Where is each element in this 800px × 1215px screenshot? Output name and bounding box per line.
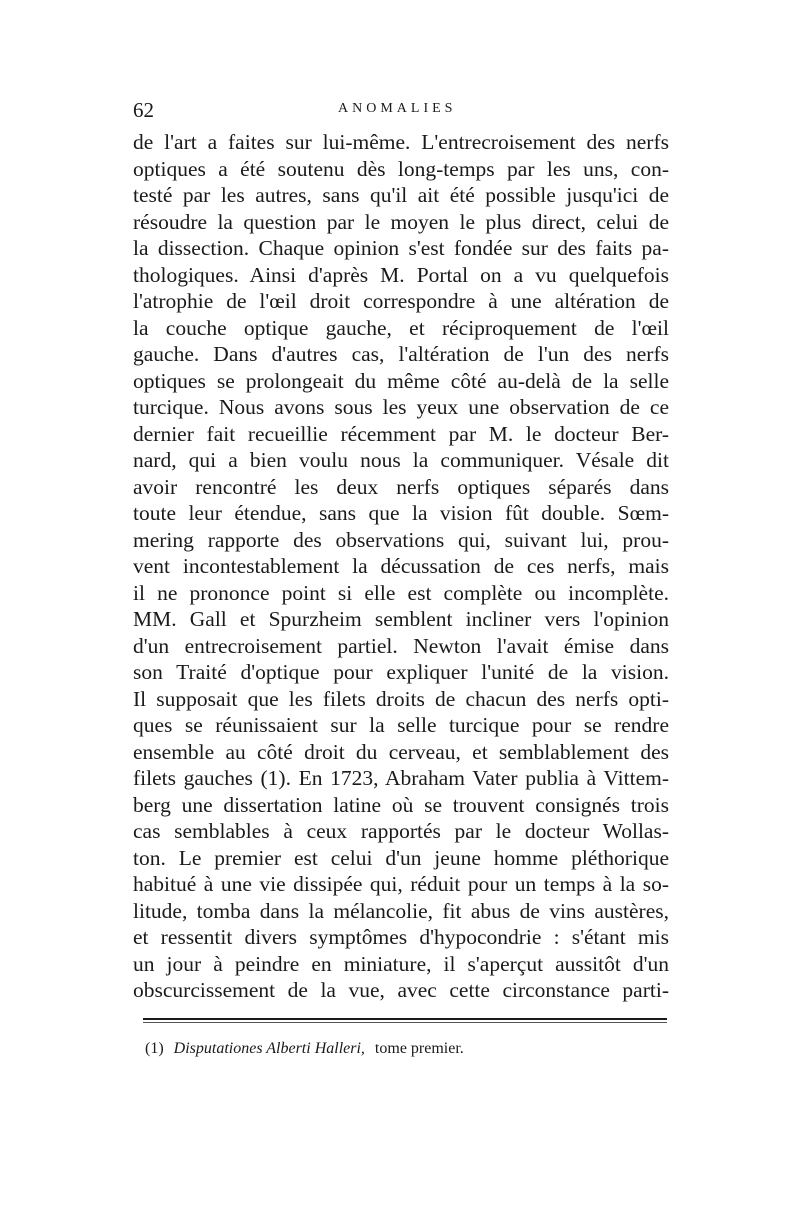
footnote-text: tome premier.	[374, 1040, 464, 1057]
text-line: ques se réunissaient sur la selle turcique pour se rendre	[133, 713, 669, 737]
footnote-marker: (1)	[145, 1040, 164, 1057]
text-line: la couche optique gauche, et réciproquement de l'œil	[133, 315, 669, 340]
text-line: ton. Le premier est celui d'un jeune homme pléthorique	[133, 845, 669, 870]
text-line: dernier fait recueillie récemment par M. le docteur Ber-	[133, 421, 669, 446]
text-line: de l'art a faites sur lui-même. L'entrecroisement des nerfs	[133, 130, 669, 154]
page-header	[133, 98, 673, 126]
text-line: optiques a été soutenu dès long-temps par les uns, con-	[133, 156, 669, 181]
text-line: turcique. Nous avons sous les yeux une observation de ce	[133, 395, 669, 419]
text-line: l'atrophie de l'œil droit correspondre à une altération de	[133, 289, 669, 313]
text-line: toute leur étendue, sans que la vision fût double. Sœm-	[133, 501, 669, 525]
text-line: habitué à une vie dissipée qui, réduit pour un temps à la so-	[133, 872, 669, 896]
text-line: il ne prononce point si elle est complète ou incomplète.	[133, 580, 669, 605]
text-line: testé par les autres, sans qu'il ait été possible jusqu'ici de	[133, 183, 669, 207]
footnote-rule-thin	[143, 1022, 667, 1023]
text-line: litude, tomba dans la mélancolie, fit abus de vins austères,	[133, 898, 669, 923]
footnote	[145, 1040, 464, 1058]
text-line: cas semblables à ceux rapportés par le docteur Wollas-	[133, 819, 669, 843]
body-text	[133, 129, 669, 1004]
text-line: la dissection. Chaque opinion s'est fondée sur des faits pa-	[133, 236, 669, 260]
text-line: thologiques. Ainsi d'après M. Portal on a vu quelquefois	[133, 262, 669, 287]
page-number: 62	[133, 98, 154, 122]
text-line: optiques se prolongeait du même côté au-delà de la selle	[133, 368, 669, 393]
text-line: un jour à peindre en miniature, il s'aperçut aussitôt d'un	[133, 951, 669, 976]
running-head: ANOMALIES	[338, 101, 457, 116]
text-line: filets gauches (1). En 1723, Abraham Vater publia à Vittem-	[133, 766, 669, 790]
text-line: MM. Gall et Spurzheim semblent incliner vers l'opinion	[133, 607, 669, 631]
footnote-rule	[143, 1018, 667, 1020]
text-line: son Traité d'optique pour expliquer l'unité de la vision.	[133, 660, 669, 684]
text-line: résoudre la question par le moyen le plus direct, celui de	[133, 209, 669, 234]
text-line: vent incontestablement la décussation de ces nerfs, mais	[133, 554, 669, 578]
text-line: d'un entrecroisement partiel. Newton l'avait émise dans	[133, 633, 669, 658]
text-line: obscurcissement de la vue, avec cette circonstance parti-	[133, 978, 669, 1002]
text-line: nard, qui a bien voulu nous la communiquer. Vésale dit	[133, 448, 669, 472]
text-line: et ressentit divers symptômes d'hypocondrie : s'étant mis	[133, 925, 669, 949]
text-line: Il supposait que les filets droits de chacun des nerfs opti-	[133, 686, 669, 711]
text-line: ensemble au côté droit du cerveau, et semblablement des	[133, 739, 669, 764]
text-line: berg une dissertation latine où se trouvent consignés trois	[133, 792, 669, 817]
text-line: gauche. Dans d'autres cas, l'altération de l'un des nerfs	[133, 342, 669, 366]
footnote-title: Disputationes Alberti Halleri,	[173, 1040, 365, 1057]
text-line: avoir rencontré les deux nerfs optiques séparés dans	[133, 474, 669, 499]
text-line: mering rapporte des observations qui, suivant lui, prou-	[133, 527, 669, 552]
